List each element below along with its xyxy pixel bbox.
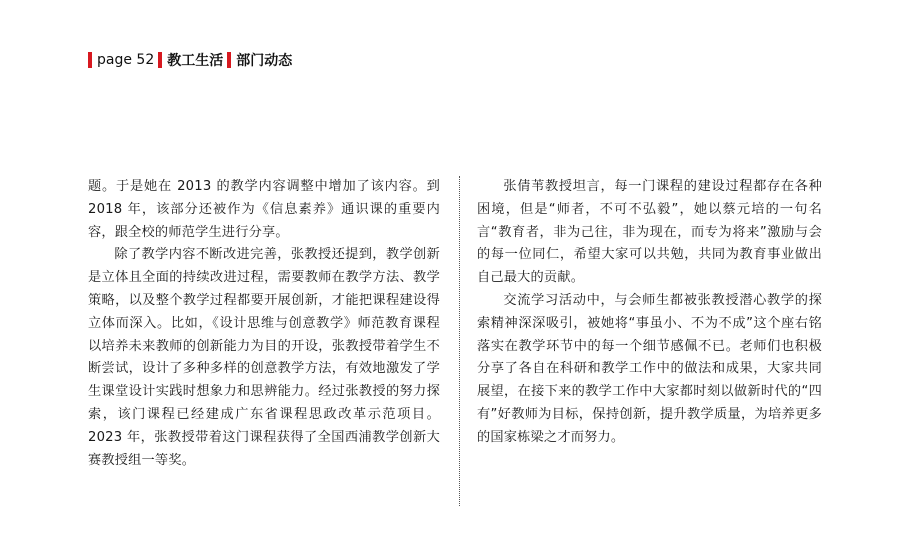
header-accent-bar bbox=[158, 52, 162, 68]
left-column bbox=[88, 176, 440, 472]
header-accent-bar bbox=[227, 52, 231, 68]
paragraph: 题。于是她在 2013 的教学内容调整中增加了该内容。到 2018 年，该部分还被作为《信息素养》通识课的重要内容，跟全校的师范学生进行分享。 bbox=[88, 179, 440, 240]
section-title: 教工生活 bbox=[167, 53, 224, 69]
subsection-title: 部门动态 bbox=[236, 53, 293, 69]
header-accent-bar bbox=[88, 52, 92, 68]
paragraph: 除了教学内容不断改进完善，张教授还提到，教学创新是立体且全面的持续改进过程，需要教师在教学方法、教学策略，以及整个教学过程都要开展创新，才能把课程建设得立体而深入。比如，《设计思维与创意教学》师范教育课程以培养未来教师的创新能力为目的开设，张教授带着学生不断尝试，设计了多种多样的创意教学方法，有效地激发了学生课堂设计实践时想象力和思辨能力。经过张教授的努力探索，该门课程已经建成广东省课程思政改革示范项目。2023 年，张教授带着这门课程获得了全国西浦教学创新大赛教授组一等奖。 bbox=[88, 247, 440, 468]
paragraph: 张倩苇教授坦言，每一门课程的建设过程都存在各种困境，但是“师者，不可不弘毅”，她以蔡元培的一句名言“教育者，非为己往，非为现在，而专为将来”激励与会的每一位同仁，希望大家可以共勉，共同为教育事业做出自己最大的贡献。 bbox=[477, 179, 822, 286]
page-number: page 52 bbox=[97, 52, 155, 68]
right-column bbox=[477, 176, 822, 450]
paragraph: 交流学习活动中，与会师生都被张教授潜心教学的探索精神深深吸引，被她将“事虽小、不为不成”这个座右铭落实在教学环节中的每一个细节感佩不已。老师们也积极分享了各自在科研和教学工作中的做法和成果，大家共同展望，在接下来的教学工作中大家都时刻以做新时代的“四有”好教师为目标，保持创新，提升教学质量，为培养更多的国家栋梁之才而努力。 bbox=[477, 292, 822, 445]
page-header bbox=[88, 50, 292, 70]
column-divider bbox=[459, 176, 460, 506]
